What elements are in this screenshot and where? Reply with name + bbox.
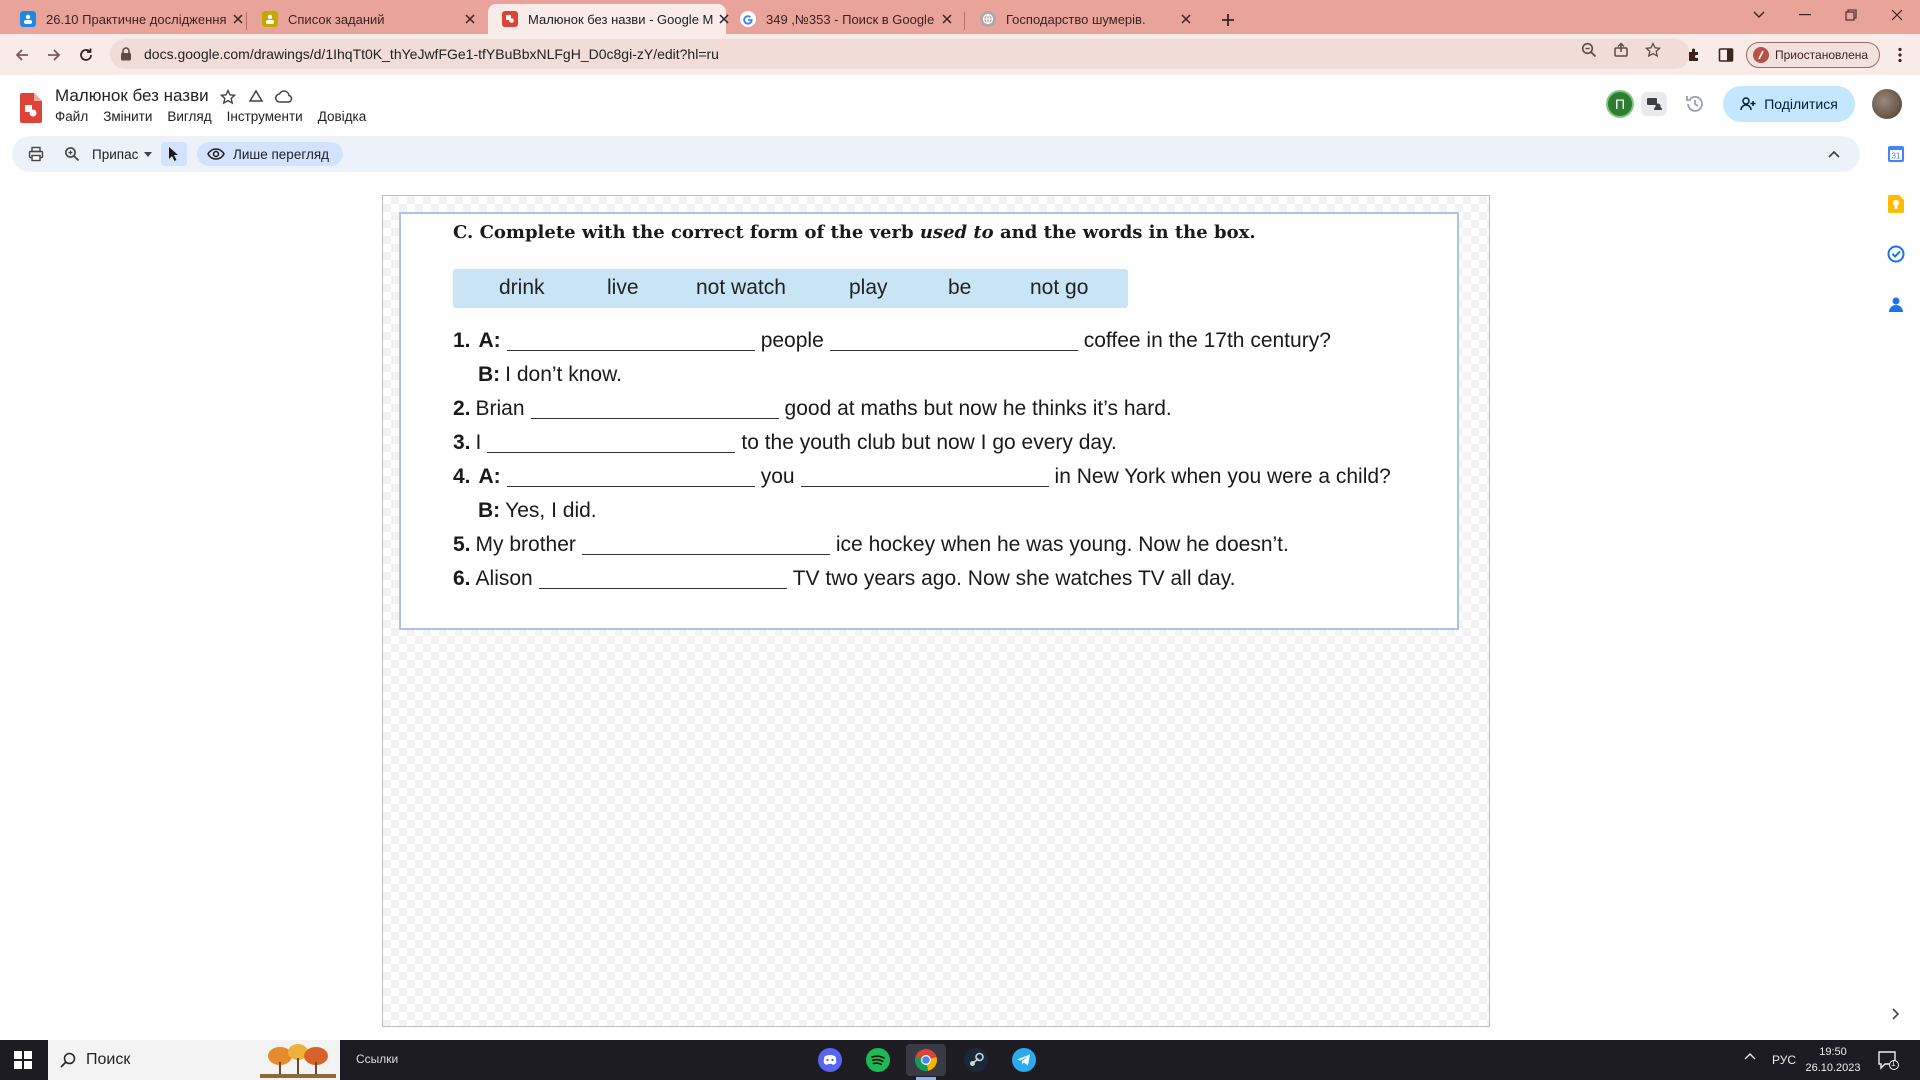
menu-bar bbox=[55, 109, 381, 124]
answer-blank bbox=[487, 452, 735, 453]
tab-title: Малюнок без назви - Google M bbox=[528, 11, 714, 27]
cloud-saved-icon[interactable] bbox=[274, 87, 294, 107]
line-text: Brian bbox=[475, 397, 525, 420]
side-panel bbox=[1872, 136, 1920, 1036]
line-text: I don’t know. bbox=[505, 363, 622, 386]
tab-title: Господарство шумерів. bbox=[1006, 11, 1146, 27]
menu-help[interactable]: Довідка bbox=[317, 109, 367, 124]
tab-google-search[interactable] bbox=[726, 4, 964, 34]
tab-drawing[interactable] bbox=[488, 4, 726, 34]
telegram-icon[interactable] bbox=[1004, 1044, 1044, 1076]
word-box-item: not go bbox=[1030, 276, 1089, 299]
line-text: Yes, I did. bbox=[505, 499, 597, 522]
search-highlight-illustration bbox=[260, 1042, 336, 1078]
star-icon[interactable] bbox=[218, 87, 238, 107]
forward-button[interactable] bbox=[40, 41, 68, 69]
line-text: to the youth club but now I go every day. bbox=[741, 431, 1117, 454]
clock-date: 26.10.2023 bbox=[1805, 1062, 1861, 1074]
google-drawings-logo[interactable] bbox=[20, 93, 42, 123]
answer-blank bbox=[507, 350, 755, 351]
word-box-item: live bbox=[607, 276, 639, 299]
classroom-icon bbox=[20, 11, 36, 27]
line-text: ice hockey when he was young. Now he doesn’t. bbox=[835, 533, 1289, 556]
search-placeholder: Поиск bbox=[86, 1051, 131, 1068]
collaborator-avatar[interactable]: П bbox=[1606, 90, 1634, 118]
share-label: Поділитися bbox=[1764, 96, 1838, 112]
zoom-icon[interactable] bbox=[1580, 41, 1598, 59]
collapse-toolbar-button[interactable] bbox=[1828, 142, 1840, 166]
eye-icon bbox=[207, 148, 225, 160]
app-header bbox=[0, 75, 1920, 135]
presentation-icon bbox=[1646, 97, 1662, 111]
profile-status-label: Приостановлена bbox=[1775, 48, 1869, 62]
instruction-text-end: and the words in the box. bbox=[999, 222, 1256, 243]
worksheet-image[interactable] bbox=[399, 212, 1459, 630]
exercise-line-4a bbox=[453, 465, 1391, 489]
svg-text:31: 31 bbox=[1891, 151, 1901, 161]
tab-title: Список заданий bbox=[288, 11, 385, 27]
tab-task-list[interactable] bbox=[248, 4, 488, 34]
close-tab-icon[interactable] bbox=[1178, 11, 1194, 27]
present-button[interactable] bbox=[1641, 92, 1667, 116]
menu-view[interactable]: Вигляд bbox=[167, 109, 212, 124]
answer-blank bbox=[801, 486, 1049, 487]
speaker-label: B: bbox=[478, 363, 501, 386]
exercise-line-1a bbox=[453, 329, 1331, 353]
line-text: TV two years ago. Now she watches TV all day. bbox=[792, 567, 1236, 590]
caret-down-icon bbox=[144, 152, 152, 157]
globe-icon bbox=[980, 11, 996, 27]
google-icon bbox=[740, 11, 756, 27]
search-icon bbox=[60, 1052, 76, 1068]
line-text: you bbox=[760, 465, 795, 488]
reload-button[interactable] bbox=[72, 41, 100, 69]
item-number: 3. bbox=[453, 431, 471, 454]
account-avatar[interactable] bbox=[1872, 89, 1902, 119]
speaker-label: B: bbox=[478, 499, 501, 522]
calendar-icon[interactable] bbox=[1886, 144, 1906, 164]
notification-count: 1 bbox=[1891, 1059, 1896, 1068]
exercise-line-6 bbox=[453, 567, 1235, 591]
instruction-text: Complete with the correct form of the verb bbox=[479, 222, 914, 243]
exercise-instruction bbox=[453, 222, 1256, 243]
side-panel-icon[interactable] bbox=[1716, 45, 1736, 65]
answer-blank bbox=[531, 418, 779, 419]
answer-blank bbox=[507, 486, 755, 487]
move-to-folder-icon[interactable] bbox=[246, 87, 266, 107]
drawing-toolbar bbox=[12, 136, 1860, 172]
profile-chip[interactable] bbox=[1746, 42, 1880, 68]
add-person-icon bbox=[1740, 97, 1756, 111]
item-number: 1. bbox=[453, 329, 471, 352]
start-button[interactable] bbox=[0, 1040, 46, 1080]
answer-blank bbox=[830, 350, 1078, 351]
expand-panel-icon[interactable] bbox=[1886, 1004, 1906, 1024]
zoom-fit-dropdown[interactable] bbox=[92, 142, 152, 166]
exercise-label: C. bbox=[453, 222, 474, 243]
clock-time: 19:50 bbox=[1819, 1046, 1847, 1058]
tab-separator bbox=[964, 12, 965, 30]
url-text[interactable]: docs.google.com/drawings/d/1IhqTt0K_thYeJwfFGe1-tfYBuBbxNLFgH_D0c8gi-zY/edit?hl=ru bbox=[144, 46, 719, 62]
answer-blank bbox=[539, 588, 787, 589]
exercise-line-4b bbox=[478, 499, 597, 523]
windows-logo-icon bbox=[14, 1051, 32, 1069]
lock-icon[interactable] bbox=[120, 47, 136, 61]
answer-blank bbox=[582, 554, 830, 555]
line-text: in New York when you were a child? bbox=[1054, 465, 1391, 488]
browser-toolbar bbox=[0, 34, 1920, 75]
menu-edit[interactable]: Змінити bbox=[103, 109, 153, 124]
line-text: coffee in the 17th century? bbox=[1083, 329, 1331, 352]
exercise-line-2 bbox=[453, 397, 1172, 421]
tab-title: 26.10 Практичне дослідження bbox=[46, 11, 227, 27]
profile-avatar-icon bbox=[1753, 47, 1769, 63]
back-button[interactable] bbox=[8, 41, 36, 69]
speaker-label: A: bbox=[478, 329, 501, 352]
item-number: 6. bbox=[453, 567, 471, 590]
chrome-taskbar-icon[interactable] bbox=[906, 1044, 946, 1076]
contacts-icon[interactable] bbox=[1886, 294, 1906, 314]
spotify-icon[interactable] bbox=[858, 1044, 898, 1076]
menu-file[interactable]: Файл bbox=[55, 109, 89, 124]
notification-center-icon[interactable] bbox=[1877, 1050, 1899, 1070]
tab-separator bbox=[246, 12, 247, 30]
word-box-item: drink bbox=[499, 276, 545, 299]
view-only-chip[interactable] bbox=[197, 142, 343, 166]
print-icon bbox=[28, 146, 44, 162]
browser-tab-strip bbox=[0, 0, 1920, 34]
address-bar[interactable] bbox=[110, 39, 1690, 69]
close-window-button[interactable] bbox=[1874, 0, 1920, 30]
line-text: people bbox=[760, 329, 824, 352]
print-button[interactable] bbox=[28, 142, 44, 166]
line-text: good at maths but now he thinks it’s hard. bbox=[784, 397, 1172, 420]
instruction-verb: used to bbox=[919, 222, 994, 243]
system-clock[interactable] bbox=[1805, 1044, 1861, 1076]
task-list-icon bbox=[262, 11, 278, 27]
item-number: 4. bbox=[453, 465, 471, 488]
zoom-fit-label: Припас bbox=[92, 146, 139, 162]
zoom-icon bbox=[64, 146, 80, 162]
zoom-button[interactable] bbox=[64, 142, 80, 166]
new-tab-button[interactable] bbox=[1214, 6, 1242, 34]
close-tab-icon[interactable] bbox=[233, 11, 243, 27]
links-toolbar-label[interactable]: Ссылки bbox=[356, 1052, 399, 1066]
line-text: My brother bbox=[475, 533, 576, 556]
line-text: Alison bbox=[475, 567, 533, 590]
word-box-item: not watch bbox=[696, 276, 786, 299]
tray-chevron-up-icon[interactable] bbox=[1744, 1052, 1756, 1060]
item-number: 2. bbox=[453, 397, 471, 420]
keep-icon[interactable] bbox=[1886, 194, 1906, 214]
select-tool-button[interactable] bbox=[161, 142, 187, 166]
close-tab-icon[interactable] bbox=[462, 11, 478, 27]
word-box-item: play bbox=[849, 276, 888, 299]
tasks-icon[interactable] bbox=[1886, 244, 1906, 264]
view-only-label: Лише перегляд bbox=[233, 146, 330, 162]
drawing-canvas-area[interactable] bbox=[0, 172, 1866, 1040]
document-title[interactable]: Малюнок без назви bbox=[55, 86, 209, 105]
cursor-icon bbox=[168, 146, 180, 162]
close-tab-icon[interactable] bbox=[940, 11, 954, 27]
share-button[interactable] bbox=[1723, 86, 1855, 122]
menu-tools[interactable]: Інструменти bbox=[226, 109, 303, 124]
bookmark-star-icon[interactable] bbox=[1644, 41, 1662, 59]
drawing-page[interactable] bbox=[382, 195, 1490, 1027]
share-page-icon[interactable] bbox=[1612, 41, 1630, 59]
word-box bbox=[453, 269, 1128, 308]
chevron-up-icon bbox=[1828, 150, 1840, 158]
tab-title: 349 ,№353 - Поиск в Google bbox=[766, 11, 935, 27]
tab-search-button[interactable] bbox=[1736, 0, 1782, 30]
line-text: I bbox=[475, 431, 482, 454]
version-history-icon[interactable] bbox=[1684, 93, 1706, 115]
discord-icon[interactable] bbox=[810, 1044, 850, 1076]
exercise-line-1b bbox=[478, 363, 622, 387]
speaker-label: A: bbox=[478, 465, 501, 488]
item-number: 5. bbox=[453, 533, 471, 556]
minimize-button[interactable] bbox=[1782, 0, 1828, 30]
word-box-item: be bbox=[948, 276, 972, 299]
steam-icon[interactable] bbox=[956, 1044, 996, 1076]
input-language[interactable]: РУС bbox=[1772, 1053, 1797, 1067]
windows-taskbar bbox=[0, 1040, 1920, 1080]
extensions-icon[interactable] bbox=[1684, 45, 1704, 65]
google-drawings-icon bbox=[502, 11, 518, 27]
browser-menu-icon[interactable] bbox=[1890, 45, 1910, 65]
tab-practical-research[interactable] bbox=[6, 4, 246, 34]
exercise-line-5 bbox=[453, 533, 1289, 557]
exercise-line-3 bbox=[453, 431, 1117, 455]
tab-sumerian-economy[interactable] bbox=[966, 4, 1204, 34]
restore-button[interactable] bbox=[1828, 0, 1874, 30]
